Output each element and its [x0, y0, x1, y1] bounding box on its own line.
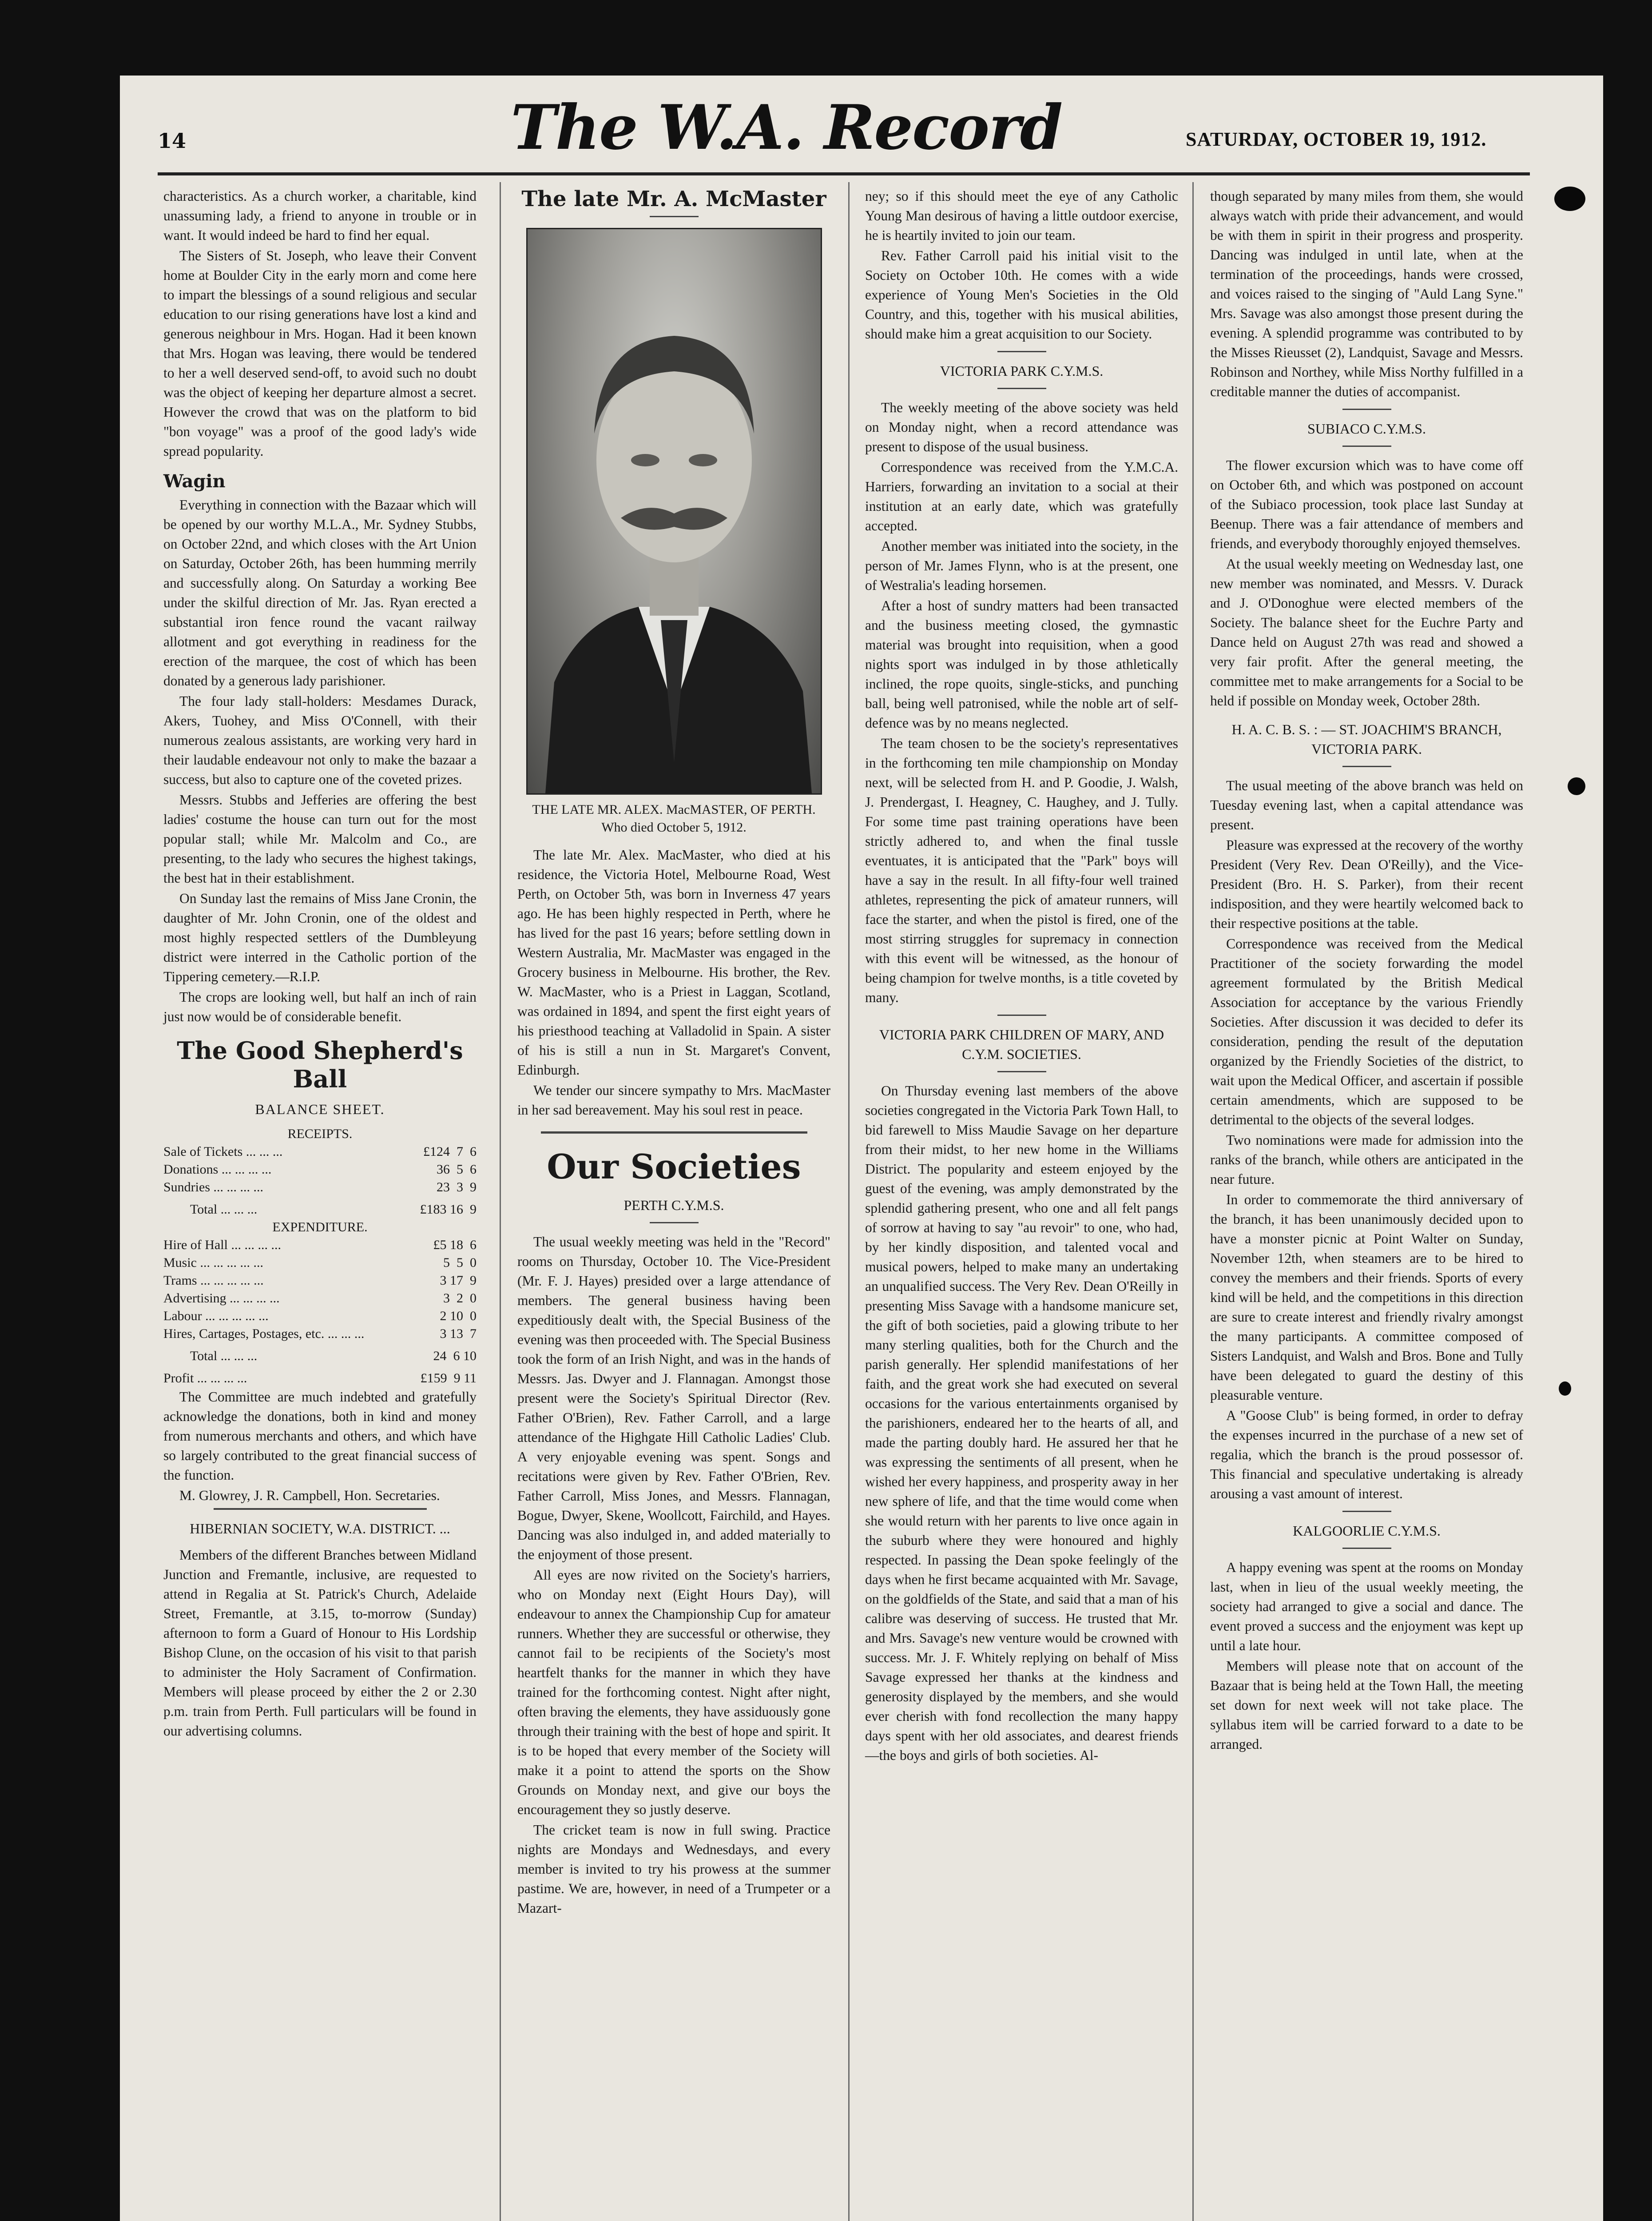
ledger-label: Total ... ... ...	[190, 1202, 258, 1217]
paragraph: Two nominations were made for admission into the ranks of the branch, while others are anticipated in the near future.	[1210, 1132, 1523, 1187]
column-4	[1210, 187, 1523, 1755]
ball-heading: The Good Shepherd's Ball	[177, 1036, 463, 1093]
ledger-row	[163, 1307, 477, 1325]
caption-line: THE LATE MR. ALEX. MacMASTER, OF PERTH.	[532, 802, 816, 817]
profit-row	[163, 1369, 477, 1387]
hacbs-heading: H. A. C. B. S. : — ST. JOACHIM'S BRANCH, VICTORIA PARK.	[1231, 721, 1502, 757]
newspaper-page	[120, 76, 1603, 2221]
ledger-amount: 24 6 10	[433, 1349, 477, 1363]
kalgoorlie-heading: KALGOORLIE C.Y.M.S.	[1293, 1523, 1441, 1539]
page-number: 14	[158, 129, 187, 153]
column-3	[865, 187, 1178, 1766]
paragraph: A "Goose Club" is being formed, in order to defray the expenses incurred in the purchase of a new set of regalia, which the branch is the proud possessor of. This financial and speculative undertaking is already arousing a vast amount of interest.	[1210, 1408, 1523, 1501]
paragraph: Members will please note that on account of the Bazaar that is being held at the Town Hall, the meeting set down for next week will not take place. The syllabus item will be carried forward to a date to be arranged.	[1210, 1658, 1523, 1752]
column-rule	[1192, 182, 1194, 2221]
ledger-label: Sale of Tickets ... ... ...	[163, 1144, 283, 1159]
ledger-amount: 23 3 9	[437, 1180, 477, 1194]
masthead-rule	[158, 172, 1530, 175]
paragraph: The crops are looking well, but half an inch of rain just now would be of considerable benefit.	[163, 989, 477, 1024]
wagin-heading: Wagin	[163, 471, 226, 492]
paragraph: though separated by many miles from them, she would always watch with pride their advancement, and would be with them in spirit in their progress and prosperity. Dancing was indulged in until late, when at the termination of the proceedings, hands were crossed, and voices raised to the singing of "Auld Lang Syne." Mrs. Savage was also amongst those present during the evening. A splendid programme was contributed to by the Misses Rieusset (2), Landquist, Savage and Messrs. Robinson and Northey, while Miss Northy fulfilled in a creditable manner the duties of accompanist.	[1210, 188, 1523, 399]
portrait-photo	[526, 228, 822, 795]
ledger-amount: 3 17 9	[440, 1273, 477, 1288]
ledger-amount: £183 16 9	[420, 1202, 477, 1217]
paragraph: The flower excursion which was to have come off on October 6th, and which was postponed on account of the Subiaco procession, took place last Sunday at Beenup. There was a fair attendance of members and friends, and everybody thoroughly enjoyed themselves.	[1210, 458, 1523, 551]
paragraph: On Sunday last the remains of Miss Jane Cronin, the daughter of Mr. John Cronin, one of the oldest and most highly respected settlers of the Dumbleyung district were interred in the Catholic portion of the Tippering cemetery.—R.I.P.	[163, 891, 477, 984]
ledger-row	[163, 1161, 477, 1178]
perth-cyms-heading: PERTH C.Y.M.S.	[623, 1197, 724, 1213]
column-2	[517, 187, 830, 1919]
ledger-label: Hire of Hall ... ... ... ...	[163, 1238, 281, 1252]
paragraph: A happy evening was spent at the rooms on Monday last, when in lieu of the usual weekly meeting, the society had arranged to give a social and dance. The event proved a success and the enjoyment was kept up until a late hour.	[1210, 1560, 1523, 1653]
ink-blot	[1554, 187, 1585, 211]
ink-blot	[1568, 777, 1585, 795]
newspaper-title: The W.A. Record	[511, 91, 1062, 163]
ledger-label: Sundries ... ... ... ...	[163, 1180, 263, 1194]
ledger-label: Donations ... ... ... ...	[163, 1162, 272, 1177]
ledger-amount: 5 5 0	[443, 1255, 477, 1270]
column-rule	[500, 182, 501, 2221]
section-rule	[1342, 446, 1391, 447]
ledger-amount: £5 18 6	[433, 1238, 477, 1252]
paragraph: The usual weekly meeting was held in the "Record" rooms on Thursday, October 10. The Vice-President (Mr. F. J. Hayes) presided over a large attendance of members. The general business having been expeditiously dealt with, the Special Business of the evening was then proceeded with. The Special Business took the form of an Irish Night, and was in the hands of Messrs. Jas. Dwyer and J. Flannagan. Amongst those present were the Society's Spiritual Director (Rev. Father O'Brien), Rev. Father Carroll, and a large attendance of the Highgate Hill Catholic Ladies' Club. A very enjoyable evening was spent. Songs and recitations were given by Rev. Father O'Brien, Rev. Father Carroll, Miss Jones, and Messrs. Flannagan, Bogue, Dwyer, Skene, Woollcott, Fairchild, and Hayes. Dancing was also indulged in, and added materially to the enjoyment of those present.	[517, 1234, 830, 1562]
balance-sheet	[163, 1125, 477, 1387]
ledger-row	[163, 1325, 477, 1343]
section-rule	[1342, 1511, 1391, 1512]
ledger-amount: 2 10 0	[440, 1309, 477, 1323]
section-rule	[997, 388, 1046, 389]
ledger-label: Music ... ... ... ... ...	[163, 1255, 263, 1270]
ledger-label: Advertising ... ... ... ...	[163, 1291, 280, 1306]
paragraph: The four lady stall-holders: Mesdames Durack, Akers, Tuohey, and Miss O'Connell, with their numerous zealous assistants, are working very hard in their laudable endeavour not only to make the bazaar a success, but also to capture one of the coveted prizes.	[163, 693, 477, 787]
paragraph: At the usual weekly meeting on Wednesday last, one new member was nominated, and Messrs. V. Durack and J. O'Donoghue were elected members of the Society. The balance sheet for the Euchre Party and Dance held on August 27th was read and showed a very fair profit. After the general meeting, the committee met to make arrangements for a Social to be held if possible on Monday week, October 28th.	[1210, 556, 1523, 708]
obituary-heading: The late Mr. A. McMaster	[521, 187, 826, 211]
total-row	[163, 1347, 477, 1365]
ledger-row	[163, 1236, 477, 1254]
section-rule	[650, 1222, 699, 1223]
paragraph: The Sisters of St. Joseph, who leave their Convent home at Boulder City in the early morn and come here to impart the blessings of a sound religious and secular education to our rising generations have lost a kind and generous neighbour in Mrs. Hogan. Had it been known that Mrs. Hogan was leaving, there would be tendered to her a well deserved send-off, to avoid such no doubt was the object of keeping her departure almost a secret. However the crowd that was on the platform to bid "bon voyage" was a proof of the good lady's wide spread popularity.	[163, 248, 477, 459]
ledger-row	[163, 1143, 477, 1161]
ledger-row	[163, 1290, 477, 1307]
paragraph: ney; so if this should meet the eye of any Catholic Young Man desirous of having a little outdoor exercise, he is heartily invited to join our team.	[865, 188, 1178, 243]
paragraph: In order to commemorate the third anniversary of the branch, it has been unanimously decided upon to have a monster picnic at Point Walter on Sunday, November 12th, when steamers are to be hired to convey the members and their friends. Sports of every kind will be held, and the competitions in this direction are sure to create interest and friendly rivalry amongst the many participants. A committee composed of Sisters Landquist, and Walsh and Bros. Bone and Tully have been delegated to guard the destiny of this pleasurable venture.	[1210, 1192, 1523, 1403]
signature: M. Glowrey, J. R. Campbell, Hon. Secretaries.	[179, 1488, 440, 1503]
paragraph: The cricket team is now in full swing. Practice nights are Mondays and Wednesdays, and every member is invited to try his prowess at the summer pastime. We are, however, in need of a Trumpeter or a Mazart-	[517, 1822, 830, 1916]
section-rule	[1342, 766, 1391, 767]
hibernian-heading: HIBERNIAN SOCIETY, W.A. DISTRICT. ...	[190, 1520, 450, 1536]
paragraph: Everything in connection with the Bazaar which will be opened by our worthy M.L.A., Mr. Sydney Stubbs, on October 22nd, and which closes with the Art Union on Saturday, October 26th, has been humming merrily and successfully along. On Saturday a working Bee under the skilful direction of Mr. Jas. Ryan erected a substantial iron fence round the vacant railway allotment and got everything in readiness for the erection of the marquee, the cost of which has been donated by a generous lady parishioner.	[163, 497, 477, 689]
ledger-label: Labour ... ... ... ... ...	[163, 1309, 269, 1323]
children-of-mary-heading: VICTORIA PARK CHILDREN OF MARY, AND C.Y.M. SOCIETIES.	[879, 1027, 1164, 1062]
societies-heading: Our Societies	[547, 1147, 801, 1186]
issue-date: SATURDAY, OCTOBER 19, 1912.	[1186, 128, 1487, 150]
ledger-label: Total ... ... ...	[190, 1349, 258, 1363]
paragraph: Members of the different Branches between Midland Junction and Fremantle, inclusive, are requested to attend in Regalia at St. Patrick's Church, Adelaide Street, Fremantle, at 3.15, to-morrow (Sunday) afternoon to form a Guard of Honour to His Lordship Bishop Clune, on the occasion of his visit to that parish to administer the Holy Sacrament of Confirmation. Members will please proceed by either the 2 or 2.30 p.m. train from Perth. Full particulars will be found in our advertising columns.	[163, 1547, 477, 1739]
victoria-park-heading: VICTORIA PARK C.Y.M.S.	[940, 363, 1104, 379]
ledger-label: Hires, Cartages, Postages, etc. ... ... ...	[163, 1326, 365, 1341]
section-rule	[541, 1131, 807, 1134]
paragraph: The usual meeting of the above branch was held on Tuesday evening last, when a capital attendance was present.	[1210, 778, 1523, 832]
ledger-amount: 36 5 6	[437, 1162, 477, 1177]
expenditure-heading: EXPENDITURE.	[272, 1220, 368, 1234]
column-rule	[848, 182, 850, 2221]
ledger-amount: 3 13 7	[440, 1326, 477, 1341]
photo-caption	[517, 801, 830, 836]
paragraph: All eyes are now rivited on the Society's harriers, who on Monday next (Eight Hours Day), will endeavour to annex the Championship Cup for amateur runners. Whether they are successful or otherwise, they cannot fail to be recipients of the Society's most heartfelt thanks for the manner in which they have trained for the forthcoming contest. Night after night, often braving the elements, they have assiduously gone through their training with the best of hope and spirit. It is to be hoped that every member of the Society will make it a point to attend the sports on the Show Grounds on Monday next, and give our boys the encouragement they so justly deserve.	[517, 1567, 830, 1817]
ledger-row	[163, 1272, 477, 1290]
paragraph: The weekly meeting of the above society was held on Monday night, when a record attendance was present to dispose of the usual business.	[865, 400, 1178, 454]
column-1	[163, 187, 477, 1742]
paragraph: Another member was initiated into the society, in the person of Mr. James Flynn, who is at the present, one of Westralia's leading horsemen.	[865, 538, 1178, 593]
paragraph: The late Mr. Alex. MacMaster, who died at his residence, the Victoria Hotel, Melbourne Road, West Perth, on October 5th, was born in Inverness 47 years ago. He has been highly respected in Perth, where he has lived for the past 16 years; before settling down in Western Australia, Mr. MacMaster was engaged in the Grocery business in Melbourne. His brother, the Rev. W. MacMaster, who is a Priest in Laggan, Scotland, was ordained in 1894, and spent the first eight years of his priesthood teaching at Valladolid in Spain. A sister of his is still a nun in St. Margaret's Convent, Edinburgh.	[517, 847, 830, 1078]
receipts-heading: RECEIPTS.	[287, 1126, 353, 1141]
section-rule	[1342, 1548, 1391, 1549]
paragraph: The Committee are much indebted and gratefully acknowledge the donations, both in kind and money from numerous merchants and others, and which have so largely contributed to the great financial success of the function.	[163, 1389, 477, 1483]
subiaco-heading: SUBIACO C.Y.M.S.	[1307, 421, 1426, 437]
ledger-label: Trams ... ... ... ... ...	[163, 1273, 264, 1288]
caption-line: Who died October 5, 1912.	[601, 820, 747, 835]
paragraph: We tender our sincere sympathy to Mrs. MacMaster in her sad bereavement. May his soul rest in peace.	[517, 1083, 830, 1118]
paragraph: Correspondence was received from the Medical Practitioner of the society forwarding the model agreement formulated by the British Medical Association for acceptance by the various Friendly Societies. After discussion it was decided to defer its consideration, pending the result of the deputation organized by the Friendly Societies of the district, to wait upon the Medical Officer, and ascertain if possible certain amendments, which are supposed to be detrimental to the objects of the several lodges.	[1210, 936, 1523, 1127]
paragraph: The team chosen to be the society's representatives in the forthcoming ten mile championship on Monday next, will be selected from H. and P. Goodie, J. Walsh, J. Prendergast, I. Heagney, C. Haughey, and J. Tully. For some time past training operations have been strictly adhered to, and when the final tussle eventuates, it is anticipated that the "Park" boys will have a say in the result. In all fifty-four well trained athletes, representing the pick of amateur runners, will face the starter, and when the pistol is fired, one of the most stirring struggles for supremacy in connection with this event will be witnessed, as the honour of being champion for twelve months, is a title coveted by many.	[865, 736, 1178, 1005]
ledger-label: Profit ... ... ... ...	[163, 1371, 247, 1385]
ledger-row	[163, 1254, 477, 1272]
paragraph: On Thursday evening last members of the above societies congregated in the Victoria Park Town Hall, to bid farewell to Miss Maudie Savage on her departure from their midst, to her new home in the Williams District. The popularity and esteem enjoyed by the guest of the evening, was amply demonstrated by the splendid gathering present, who one and all felt pangs of sorrow at having to say "au revoir" to one, who had, by her kindly disposition, and talented vocal and musical powers, helped to make many an undertaking an unqualified success. The Very Rev. Dean O'Reilly in presenting Miss Savage with a handsome manicure set, the gift of both societies, paid a glowing tribute to her many sterling qualities, both for the Church and the parish generally. Her splendid manifestations of her faith, and the great work she had executed on several occasions for the various entertainments organised by the parishioners, endeared her to the hearts of all, and made the parting doubly hard. He assured her that he was expressing the sentiments of all present, when he wished her every happiness, and prosperity away in her new sphere of life, and that the time would come when she would return with her parents to live once again in the suburb where they were honoured and highly respected. In passing the Dean spoke feelingly of the days when he first became acquainted with Mr. Savage, on the goldfields of the State, and said that a man of his calibre was deserving of success. He trusted that Mr. and Mrs. Savage's new venture would be crowned with success. Mr. J. F. Whitely replying on behalf of Miss Savage expressed her thanks at the kindness and generosity displayed by the members, and she would ever cherish with fond recollection the many happy days spent with her old associates, and dearest friends—the boys and girls of both societies. Al-	[865, 1083, 1178, 1763]
section-rule	[997, 1071, 1046, 1072]
section-rule	[997, 351, 1046, 352]
paragraph: After a host of sundry matters had been transacted and the business meeting closed, the gymnastic material was brought into requisition, when a good nights sport was indulged in by those athletically inclined, the rope quoits, single-sticks, and punching ball, being well patronised, while the noble art of self-defence was by no means neglected.	[865, 598, 1178, 731]
ink-blot	[1559, 1381, 1571, 1396]
section-rule	[1342, 409, 1391, 410]
paragraph: Messrs. Stubbs and Jefferies are offering the best ladies' costume the house can turn out for the most popular stall; while Mr. Malcolm and Co., are presenting, to the lady who secures the highest takings, the best hat in their establishment.	[163, 792, 477, 886]
paragraph: characteristics. As a church worker, a charitable, kind unassuming lady, a friend to anyone in trouble or in want. It would indeed be hard to find her equal.	[163, 188, 477, 243]
paragraph: Pleasure was expressed at the recovery of the worthy President (Very Rev. Dean O'Reilly), and the Vice-President (Bro. H. S. Parker), from their recent indisposition, and they were heartily welcomed back to their respective positions at the table.	[1210, 837, 1523, 931]
portrait-illustration	[528, 229, 821, 793]
paragraph: Correspondence was received from the Y.M.C.A. Harriers, forwarding an invitation to a social at their institution at an early date, which was gratefully accepted.	[865, 459, 1178, 533]
section-rule	[214, 1508, 427, 1510]
ledger-amount: £124 7 6	[423, 1144, 477, 1159]
section-rule	[650, 216, 699, 217]
section-rule	[997, 1015, 1046, 1016]
ledger-amount: 3 2 0	[443, 1291, 477, 1306]
balance-sheet-heading: BALANCE SHEET.	[255, 1101, 385, 1117]
paragraph: Rev. Father Carroll paid his initial visit to the Society on October 10th. He comes with a wide experience of Young Men's Societies in the Old Country, and this, together with his musical abilities, should make him a great acquisition to our Society.	[865, 248, 1178, 342]
ledger-amount: £159 9 11	[420, 1371, 477, 1385]
ledger-row	[163, 1178, 477, 1196]
total-row	[163, 1201, 477, 1218]
